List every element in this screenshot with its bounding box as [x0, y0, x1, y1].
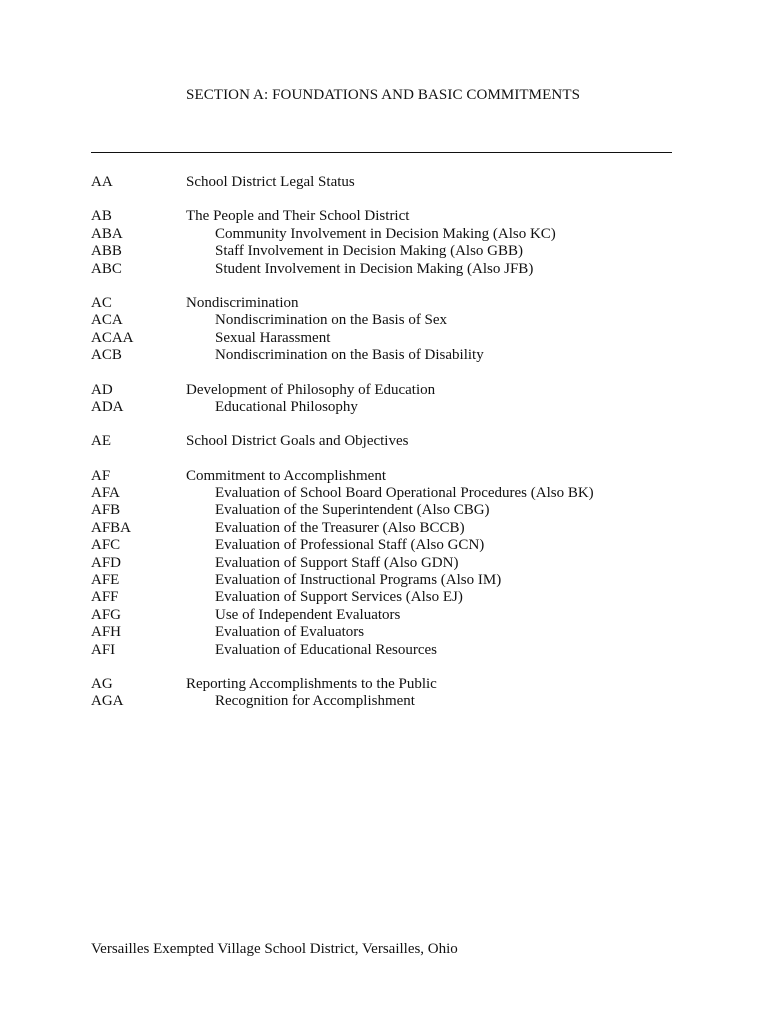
policy-subentry-row	[91, 485, 691, 502]
policy-title: Nondiscrimination on the Basis of Sex	[215, 312, 448, 329]
policy-code: AFF	[91, 589, 119, 606]
policy-heading-row	[91, 382, 691, 399]
policy-heading-row	[91, 468, 691, 485]
policy-title: Evaluation of School Board Operational Procedures (Also BK)	[215, 485, 594, 502]
policy-subentry-row	[91, 607, 691, 624]
policy-code: ACA	[91, 312, 123, 329]
policy-subentry-row	[91, 624, 691, 641]
policy-title: School District Legal Status	[186, 174, 355, 190]
policy-subentry-row	[91, 555, 691, 572]
policy-title: Reporting Accomplishments to the Public	[186, 675, 437, 692]
policy-title: Sexual Harassment	[215, 329, 331, 346]
policy-group	[91, 468, 691, 659]
policy-code: AFA	[91, 485, 120, 502]
policy-code: AFD	[91, 554, 122, 571]
page-title: SECTION A: FOUNDATIONS AND BASIC COMMITMENTS	[186, 87, 581, 103]
page-footer: Versailles Exempted Village School District, Versailles, Ohio	[91, 941, 458, 957]
policy-title: Student Involvement in Decision Making (Also JFB)	[215, 260, 534, 277]
policy-code: AFG	[91, 606, 122, 623]
policy-title: Nondiscrimination	[186, 294, 299, 311]
policy-title: Nondiscrimination on the Basis of Disability	[215, 347, 484, 364]
policy-code: AC	[91, 294, 112, 311]
policy-subentry-row	[91, 261, 691, 278]
policy-title: Staff Involvement in Decision Making (Also GBB)	[215, 243, 524, 260]
policy-title: Evaluation of the Treasurer (Also BCCB)	[215, 519, 465, 536]
policy-subentry-row	[91, 226, 691, 243]
policy-code: AG	[91, 675, 113, 692]
policy-group	[91, 174, 691, 191]
policy-title: The People and Their School District	[186, 208, 410, 225]
policy-code: AFC	[91, 537, 121, 554]
policy-code: AGA	[91, 693, 124, 710]
policy-code: AA	[91, 174, 113, 190]
policy-code: ABA	[91, 225, 123, 242]
policy-code: ABC	[91, 260, 122, 277]
policy-code: AB	[91, 208, 112, 225]
policy-subentry-row	[91, 347, 691, 364]
policy-subentry-row	[91, 572, 691, 589]
policy-title: Educational Philosophy	[215, 398, 358, 415]
policy-title: Evaluation of Support Services (Also EJ)	[215, 589, 463, 606]
policy-title: School District Goals and Objectives	[186, 433, 409, 450]
policy-title: Use of Independent Evaluators	[215, 606, 401, 623]
policy-group	[91, 295, 691, 365]
policy-heading-row	[91, 174, 691, 191]
policy-subentry-row	[91, 502, 691, 519]
policy-code: AD	[91, 381, 113, 398]
policy-subentry-row	[91, 520, 691, 537]
policy-subentry-row	[91, 537, 691, 554]
policy-title: Evaluation of Instructional Programs (Also IM)	[215, 572, 502, 589]
policy-title: Development of Philosophy of Education	[186, 381, 436, 398]
policy-subentry-row	[91, 399, 691, 416]
policy-title: Evaluation of Educational Resources	[215, 641, 438, 658]
policy-code: ACB	[91, 347, 122, 364]
policy-subentry-row	[91, 243, 691, 260]
policy-heading-row	[91, 295, 691, 312]
policy-heading-row	[91, 676, 691, 693]
policy-code: AFE	[91, 572, 120, 589]
policy-subentry-row	[91, 589, 691, 606]
policy-group	[91, 433, 691, 450]
policy-title: Evaluation of Professional Staff (Also GCN)	[215, 537, 485, 554]
policy-code-list	[91, 174, 691, 728]
policy-subentry-row	[91, 312, 691, 329]
policy-subentry-row	[91, 642, 691, 659]
policy-subentry-row	[91, 693, 691, 710]
policy-title: Commitment to Accomplishment	[186, 467, 386, 484]
policy-code: ACAA	[91, 329, 134, 346]
policy-group	[91, 208, 691, 278]
policy-title: Evaluation of Evaluators	[215, 624, 365, 641]
policy-code: ABB	[91, 243, 122, 260]
policy-code: AFB	[91, 502, 121, 519]
policy-code: AFBA	[91, 519, 132, 536]
policy-group	[91, 382, 691, 417]
policy-title: Evaluation of the Superintendent (Also CBG)	[215, 502, 490, 519]
policy-group	[91, 676, 691, 711]
policy-title: Recognition for Accomplishment	[215, 693, 415, 710]
policy-code: ADA	[91, 398, 124, 415]
policy-heading-row	[91, 208, 691, 225]
policy-code: AF	[91, 467, 111, 484]
policy-title: Evaluation of Support Staff (Also GDN)	[215, 554, 459, 571]
policy-title: Community Involvement in Decision Making (Also KC)	[215, 225, 556, 242]
policy-code: AFH	[91, 624, 122, 641]
header-divider	[91, 152, 672, 153]
policy-code: AFI	[91, 641, 116, 658]
policy-subentry-row	[91, 330, 691, 347]
policy-code: AE	[91, 433, 111, 450]
policy-heading-row	[91, 433, 691, 450]
